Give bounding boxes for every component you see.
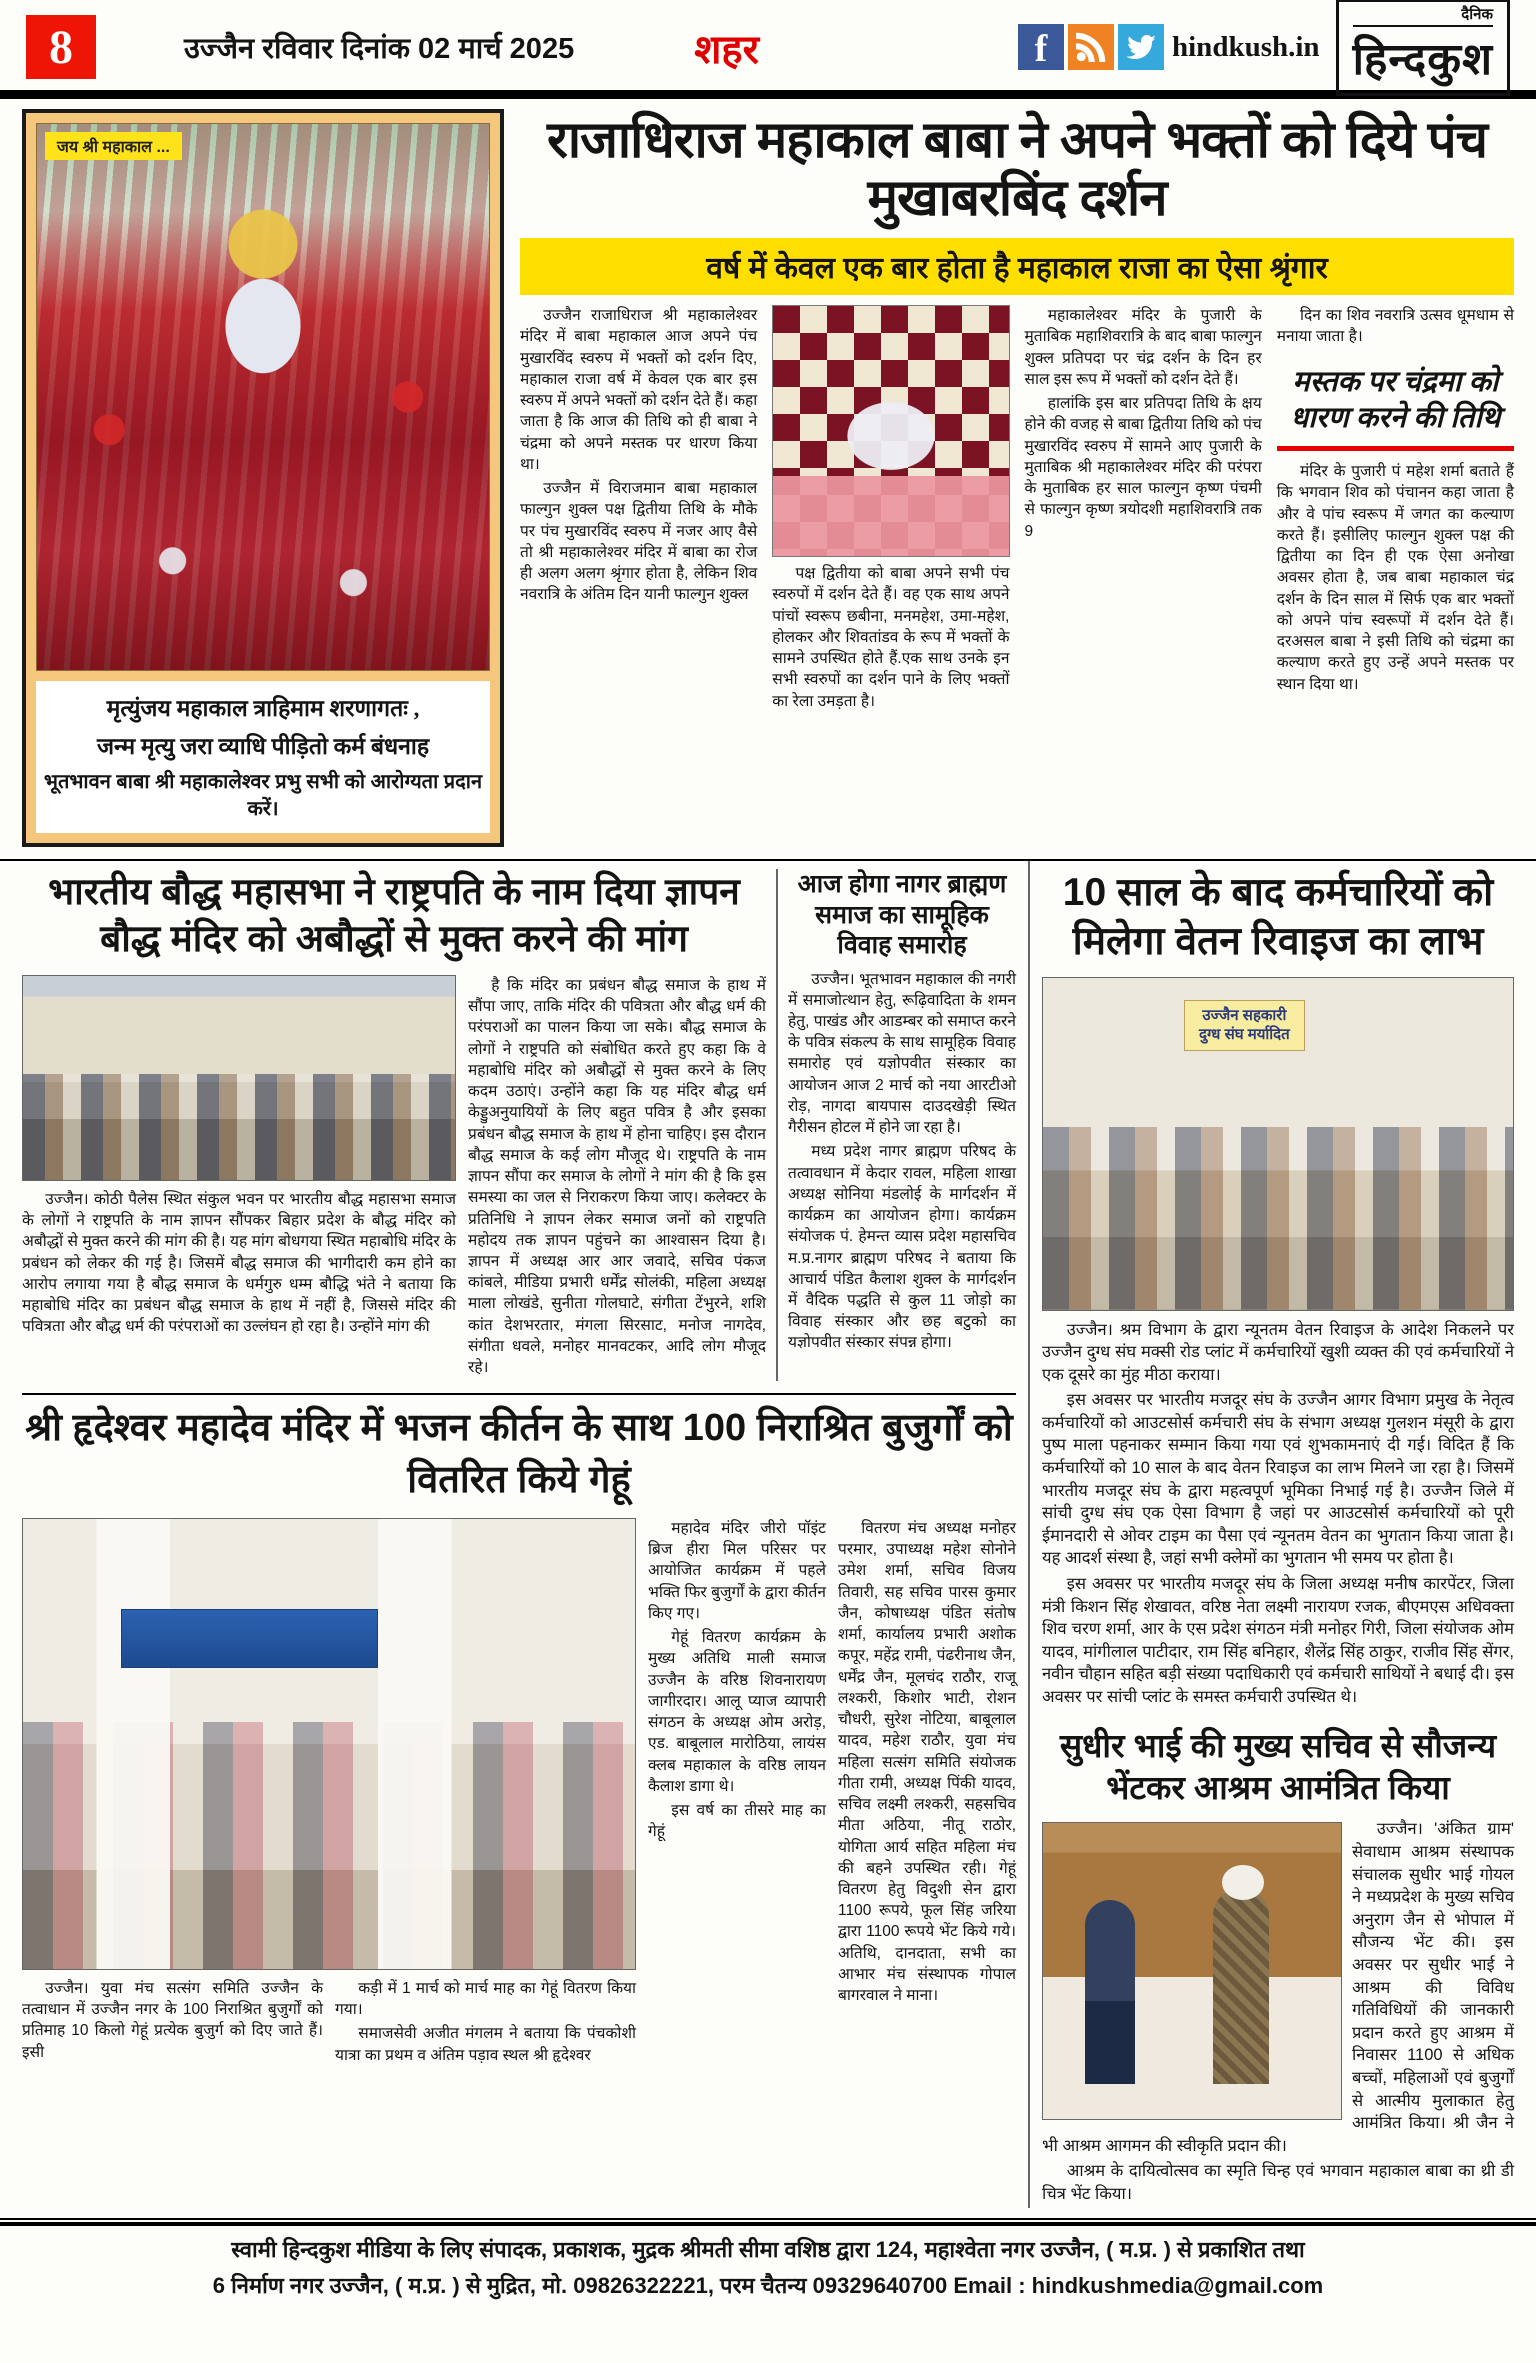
official-figure bbox=[1085, 1900, 1136, 2084]
event-banner-in-photo bbox=[121, 1609, 378, 1668]
salary-article bbox=[1042, 869, 1514, 1709]
masthead-title: हिन्दकुश bbox=[1352, 34, 1493, 84]
deity-photo-frame bbox=[22, 109, 504, 847]
footer-rule bbox=[0, 2218, 1536, 2226]
body-paragraph: उज्जैन। कोठी पैलेस स्थित संकुल भवन पर भारतीय बौद्ध महासभा समाज के लोगों ने राष्ट्रपति के नाम ज्ञापन सौंपकर बिहार प्रदेश के बौद्ध मंदिर को अबौद्धों से मुक्त करने की मांग की है। यह मांग बोधगया स्थित महाबोधि मंदिर के प्रबंधन को लेकर की गई है। जिसमें बौद्ध समाज की भागीदारी कम होने का आरोप लगाया गया है बौद्ध समाज के धर्मगुरु धम्म बौद्धि भंते ने बताया कि महाबोधि मंदिर का प्रबंधन बौद्ध समाज के हाथ में नहीं है, जिससे मंदिर की पवित्रता और बौद्ध धर्म की परंपराओं का उल्लंघन हो रहा है। उन्होंने मांग की bbox=[22, 1190, 456, 1336]
rss-glyph bbox=[1073, 29, 1109, 65]
body-paragraph: समाजसेवी अजीत मंगलम ने बताया कि पंचकोशी यात्रा का प्रथम व अंतिम पड़ाव स्थल श्री हृदेश्वर bbox=[335, 2025, 636, 2064]
wedding-article bbox=[776, 869, 1016, 1381]
website-url[interactable]: hindkush.in bbox=[1172, 30, 1320, 63]
ashram-article bbox=[1042, 1725, 1514, 2209]
main-column-4 bbox=[1277, 305, 1514, 715]
turban-detail bbox=[1222, 1865, 1264, 1901]
wedding-body bbox=[788, 969, 1016, 1354]
imprint-footer bbox=[0, 2226, 1536, 2310]
sidebar-subheadline: मस्तक पर चंद्रमा को धारण करने की तिथि bbox=[1277, 358, 1514, 452]
lower-left-top-row bbox=[22, 869, 1016, 1381]
founder-figure bbox=[1213, 1888, 1270, 2083]
wheat-side-column-1 bbox=[648, 1518, 826, 2069]
body-paragraph: उज्जैन। युवा मंच सत्संग समिति उज्जैन के तत्वाधान में उज्जैन नगर के 100 निराश्रित बुजुर्गों को प्रतिमाह 10 किलो गेहूं प्रत्येक बुजुर्ग को दिए जाते हैं। इसी bbox=[22, 1980, 323, 2061]
wheat-below-column-2 bbox=[335, 1978, 636, 2069]
body-paragraph: दिन का शिव नवरात्रि उत्सव धूमधाम से मनाया जाता है। bbox=[1276, 307, 1514, 346]
buddhist-body bbox=[22, 975, 766, 1381]
temple-shrine-photo bbox=[772, 305, 1009, 557]
page-number-box bbox=[26, 15, 96, 79]
wheat-side-column-2 bbox=[838, 1518, 1016, 2069]
salary-headline: 10 साल के बाद कर्मचारियों को मिलेगा वेतन रिवाइज का लाभ bbox=[1062, 871, 1494, 963]
body-paragraph: आश्रम के दायित्वोत्सव का स्मृति चिन्ह एवं भगवान महाकाल बाबा का थ्री डी चित्र भेंट किया। bbox=[1042, 2162, 1514, 2203]
body-paragraph: मध्य प्रदेश नागर ब्राह्मण परिषद के तत्वावधान में केदार रावल, महिला शाखा अध्यक्ष सोनिया मंडलोई के मार्गदर्शन में कार्यक्रम का आयोजन होगा। कार्यक्रम संयोजक पं. हेमन्त व्यास प्रदेश महासचिव म.प्र.नागर ब्राह्मण परिषद ने बताया कि आचार्य पंडित कैलाश शुक्ल के मार्गदर्शन में वैदिक पद्धति से कुल 11 जोड़ो का विवाह संस्कार और छह बटुको का यज्ञोपवीत संस्कार संपन्न होगा। bbox=[788, 1143, 1016, 1352]
ashram-body bbox=[1042, 1818, 1514, 2208]
masthead-logo bbox=[1336, 0, 1510, 96]
body-paragraph: पक्ष द्वितीया को बाबा अपने सभी पंच स्वरुपों में दर्शन देते हैं। वह एक साथ अपने पांचों स्वरूप छबीना, मनमहेश, उमा-महेश, होलकर और शिवतांडव के रूप में भक्तों के सामने उपस्थित होते हैं.एक साथ उनके इन सभी स्वरुपों का दर्शन पाने के लिए भक्तों का रेला उमड़ता है। bbox=[772, 565, 1010, 710]
dairy-plant-photo bbox=[1042, 977, 1514, 1311]
body-paragraph: इस अवसर पर भारतीय मजदूर संघ के उज्जैन आगर विभाग प्रमुख के नेतृत्व कर्मचारियों को आउटसोर्स कर्मचारी संघ के संभाग अध्यक्ष गुलशन मंसूरी के द्वारा पुष्प माला पहनाकर सम्मान किया गया एवं शुभकामनाएं दी गई। विदित हैं कि कर्मचारियों को 10 साल के बाद वेतन रिवाइज का लाभ मिलने जा रहा है। जिसमें भारतीय मजदूर संघ के द्वारा महत्वपूर्ण भूमिका निभाई गई है। उज्जैन जिले में सांची दुग्ध संघ एक ऐसा विभाग है जहां पर आउटसोर्स कर्मचारियों को पूरी ईमानदारी से ओवर टाइम का पैसा एवं न्यूनतम वेतन का भुगतान किया जाता है। यह आदर्श संस्था है, जहां सभी क्लेमों का भुगतान भी समय पर होता है। bbox=[1042, 1391, 1514, 1568]
main-column-1 bbox=[520, 305, 757, 715]
social-icons bbox=[1018, 24, 1164, 70]
rss-icon[interactable] bbox=[1068, 24, 1114, 70]
section-label: शहर bbox=[694, 27, 760, 72]
header-rule bbox=[0, 90, 1536, 99]
body-paragraph: है कि मंदिर का प्रबंधन बौद्ध समाज के हाथ में सौंपा जाए, ताकि मंदिर की पवित्रता और बौद्ध धर्म की परंपराओं का पालन किया जा सके। बौद्ध समाज के लोगों ने राष्ट्रपति को संबोधित करते हुए कहा कि वे महाबोधि मंदिर को अबौद्धों से मुक्त करने के लिए कदम उठाएं। उन्होंने कहा कि यह मंदिर बौद्ध धर्म केड्डुअनुयायियों के लिए बहुत पवित्र है और इसका प्रबंधन बौद्ध समाज के हाथ में होना चाहिए। इस दौरान बौद्ध समाज के कई लोग मौजूद थे। राष्ट्रपति के नाम ज्ञापन सौंपा कर समाज के लोगों ने मांग की है कि इस समस्या का जल से निराकरण किया जाए। कलेक्टर के प्रतिनिधि ने ज्ञापन लेकर समाज जनों को राष्ट्रपति महोदय तक ज्ञापन पहुंचने का आश्वासन दिया है। ज्ञापन में अध्यक्ष आर आर जवादे, सचिव पंकज कांबले, मीडिया प्रभारी धर्मेंद्र सोलंकी, महिला अध्यक्ष माला लोखंडे, सुनीता गोलघाटे, संगीता टेंभुरने, शशि कांत देशभरतार, मंगला सिरसाट, मनोज नागदेव, संगीता धवले, मनोहर मानवटकर, आदि लोग मौजूद रहे। bbox=[468, 976, 766, 1377]
wedding-headline: आज होगा नागर ब्राह्मण समाज का सामूहिक विवाह समारोह bbox=[797, 870, 1007, 959]
deity-photo bbox=[36, 123, 490, 671]
facebook-icon[interactable] bbox=[1018, 24, 1064, 70]
buddhist-left-column bbox=[22, 975, 456, 1381]
lower-left-region bbox=[22, 861, 1028, 2208]
twitter-bird-glyph bbox=[1123, 29, 1159, 65]
wheat-below-photo-text bbox=[22, 1978, 636, 2069]
dateline: उज्जैन रविवार दिनांक 02 मार्च 2025 bbox=[184, 32, 575, 65]
ashram-headline: सुधीर भाई की मुख्य सचिव से सौजन्य भेंटकर आश्रम आमंत्रित किया bbox=[1059, 1726, 1497, 1807]
main-subhead-banner: वर्ष में केवल एक बार होता है महाकाल राजा का ऐसा श्रृंगार bbox=[520, 238, 1514, 295]
masthead-tagline: दैनिक bbox=[1353, 4, 1493, 27]
imprint-line: स्वामी हिन्दकुश मीडिया के लिए संपादक, प्रकाशक, मुद्रक श्रीमती सीमा वशिष्ठ द्वारा 124, महाश्वेता नगर उज्जैन, ( म.प्र. ) से प्रकाशित तथा bbox=[231, 2237, 1305, 2263]
body-paragraph: कड़ी में 1 मार्च को मार्च माह का गेहूं वितरण किया गया। bbox=[335, 1980, 636, 2019]
main-headline: राजाधिराज महाकाल बाबा ने अपने भक्तों को दिये पंच मुखाबरबिंद दर्शन bbox=[547, 111, 1487, 226]
wheat-headline: श्री हृदेश्वर महादेव मंदिर में भजन कीर्तन के साथ 100 निराश्रित बुजुर्गों को वितरित किये गेहूं bbox=[25, 1407, 1013, 1501]
deity-photo-caption bbox=[36, 681, 490, 833]
ashram-meeting-photo bbox=[1042, 1822, 1342, 2120]
twitter-icon[interactable] bbox=[1118, 24, 1164, 70]
page-number: 8 bbox=[49, 20, 73, 74]
wheat-body bbox=[22, 1518, 1016, 2069]
sign-line: दुग्ध संघ मर्यादित bbox=[1199, 1026, 1290, 1043]
page-header bbox=[0, 0, 1536, 88]
wheat-article bbox=[22, 1393, 1016, 2069]
buddhist-left-text bbox=[22, 1189, 456, 1338]
main-column-2 bbox=[772, 305, 1009, 715]
sign-line: उज्जैन सहकारी bbox=[1202, 1006, 1287, 1024]
deity-photo-tag: जय श्री महाकाल ... bbox=[45, 132, 182, 160]
imprint-line: 6 निर्माण नगर उज्जैन, ( म.प्र. ) से मुद्रित, मो. 09826322221, परम चैतन्य 09329640700 Email : hindkushmedia@gmail.com bbox=[212, 2273, 1324, 2299]
caption-line: जन्म मृत्यु जरा व्याधि पीड़ितो कर्म बंधनाह bbox=[96, 734, 430, 759]
wheat-photo-column bbox=[22, 1518, 636, 2069]
main-article-content bbox=[520, 109, 1514, 847]
main-article bbox=[0, 99, 1536, 857]
body-paragraph: हालांकि इस बार प्रतिपदा तिथि के क्षय होने की वजह से बाबा द्वितीया तिथि को पंच मुखारविंद स्वरुप में सामने आए पुजारी के मुताबिक श्री महाकालेश्वर मंदिर की परंपरा के मुताबिक हर साल फाल्गुन कृष्ण पंचमी से फाल्गुन कृष्ण त्रयोदशी महाशिवरात्रि तक 9 bbox=[1024, 395, 1262, 540]
wheat-distribution-photo bbox=[22, 1518, 636, 1970]
wheat-below-column-1 bbox=[22, 1978, 323, 2069]
body-paragraph: इस अवसर पर भारतीय मजदूर संघ के जिला अध्यक्ष मनीष कारपेंटर, जिला मंत्री किशन सिंह शेखावत, वरिष्ठ नेता लक्ष्मी नारायण रजक, बीएमएस अधिवक्ता शिव चरण शर्मा, आर के एस प्रदेश संगठन मंत्री मनोहर गिरी, जिला संयोजक ओम यादव, मांगीलाल पाटीदार, राम सिंह बनिहार, शैलेंद्र सिंह ठाकुर, राजीव सिंह सेंगर, नवीन चौहान सहित बड़ी संख्या पदाधिकारी एवं कर्मचारी साथियों ने बधाई दी। इस अवसर पर सांची प्लांट के समस्त कर्मचारी उपस्थित थे। bbox=[1042, 1575, 1514, 1706]
lower-right-region bbox=[1028, 861, 1514, 2208]
body-paragraph: उज्जैन राजाधिराज श्री महाकालेश्वर मंदिर में बाबा महाकाल आज अपने पंच मुखारविंद स्वरुप में भक्तों को दर्शन दिए, महाकाल राजा वर्ष में केवल एक बार इस स्वरुप में अपने भक्तों को दर्शन देते हैं। कहा जाता है कि आज की तिथि को ही बाबा ने चंद्रमा को अपने मस्तक पर धारण किया था। bbox=[520, 307, 758, 473]
caption-line: भूतभावन बाबा श्री महाकालेश्वर प्रभु सभी को आरोग्यता प्रदान करें। bbox=[43, 771, 483, 820]
buddhist-article bbox=[22, 869, 776, 1381]
lower-region bbox=[0, 859, 1536, 2208]
body-paragraph: उज्जैन। श्रम विभाग के द्वारा न्यूनतम वेतन रिवाइज के आदेश निकलने पर उज्जैन दुग्ध संघ मक्सी रोड प्लांट में कर्मचारियों खुशी व्यक्त की एवं कर्मचारियों ने एक दूसरे का मुंह मीठा कराया। bbox=[1042, 1320, 1514, 1384]
main-column-3 bbox=[1025, 305, 1262, 715]
dairy-plant-signboard bbox=[1184, 1000, 1305, 1051]
buddhist-headline: भारतीय बौद्ध महासभा ने राष्ट्रपति के नाम दिया ज्ञापन बौद्ध मंदिर को अबौद्धों से मुक्त करने की मांग bbox=[48, 871, 740, 959]
main-article-columns bbox=[520, 305, 1514, 715]
body-paragraph: मंदिर के पुजारी पं महेश शर्मा बताते हैं कि भगवान शिव को पंचानन कहा जाता है और वे पांच स्वरूप में जगत का कल्याण करते हैं। इसीलिए फाल्गुन शुक्ल पक्ष की द्वितीया का दिन ही एक ऐसा अनोखा अवसर होता है, जब बाबा महाकाल चंद्र दर्शन के दिन साल में सिर्फ एक बार भक्तों को अपने पांच स्वरूपों में दर्शन देते हैं। दरअसल बाबा ने इसी तिथि को चंद्रमा का कल्याण करते हुए उन्हें अपने मस्तक पर स्थान दिया था। bbox=[1276, 463, 1514, 693]
salary-body bbox=[1042, 1319, 1514, 1709]
body-paragraph: वितरण मंच अध्यक्ष मनोहर परमार, उपाध्यक्ष महेश सोनोने उमेश शर्मा, सचिव विजय तिवारी, सह सचिव पारस कुमार जैन, कोषाध्यक्ष पंडित संतोष शर्मा, कार्यालय प्रभारी अशोक कपूर, महेंद्र रामी, पंढरीनाथ जैन, धर्मेंद्र जैन, मूलचंद राठौर, राजू लश्करी, किशोर भाटी, रोशन चौधरी, सुरेश नोटिया, बाबूलाल यादव, महेश राठौर, युवा मंच महिला सत्संग समिति संयोजक गीता रामी, अध्यक्ष पिंकी यादव, सचिव लक्ष्मी लश्करी, सहसचिव मीता अठिया, नीतू राठोर, योगिता आर्य सहित महिला मंच की बहने उपस्थित रही। गेहूं वितरण हेतु विदुशी सेन द्वारा 1100 रूपये, फूल सिंह जरिया द्वारा 1100 रूपये भेंट किये गये। अतिथि, दानदाता, सभी का आभार मंच संस्थापक गोपाल बागरवाल ने माना। bbox=[838, 1520, 1016, 2005]
body-paragraph: गेहूं वितरण कार्यक्रम के मुख्य अतिथि माली समाज उज्जैन के वरिष्ठ शिवनारायण जागीरदार। आलू प्याज व्यापारी संगठन के अध्यक्ष ओम अरोड़, एड. बाबूलाल मारोठिया, लायंस क्लब महाकाल के वरिष्ठ लायन कैलाश डागा थे। bbox=[648, 1629, 826, 1795]
body-paragraph: इस वर्ष का तीसरे माह का गेहूं bbox=[648, 1802, 826, 1841]
buddhist-right-column bbox=[468, 975, 766, 1381]
caption-line: मृत्युंजय महाकाल त्राहिमाम शरणागतः , bbox=[106, 696, 420, 721]
body-paragraph: उज्जैन। 'अंकित ग्राम' सेवाधाम आश्रम संस्थापक संचालक सुधीर भाई गोयल ने मध्यप्रदेश के मुख्य सचिव अनुराग जैन से भोपाल में सौजन्य भेंट की। इस अवसर पर सुधीर भाई ने आश्रम की विविध गतिविधियों की जानकारी प्रदान करते हुए आश्रम में निवासर 1100 से अधिक बच्चों, महिलाओं एवं बुजुर्गों से आत्मीय मुलाकात हेतु आमंत्रित किया। श्री जैन ने भी आश्रम आगमन की स्वीकृति प्रदान की। bbox=[1042, 1820, 1514, 2155]
body-paragraph: महादेव मंदिर जीरो पॉइंट ब्रिज हीरा मिल परिसर पर आयोजित कार्यक्रम में पहले भक्ति फिर बुजुर्गों के द्वारा कीर्तन किए गए। bbox=[648, 1520, 826, 1622]
body-paragraph: उज्जैन में विराजमान बाबा महाकाल फाल्गुन शुक्ल पक्ष द्वितीया तिथि के मौके पर पंच मुखारविंद स्वरुप में नजर आए वैसे तो श्री महाकालेश्वर मंदिर में बाबा का रोज ही अलग अलग श्रृंगार होता है, लेकिन शिव नवरात्रि के अंतिम दिन यानी फाल्गुन शुक्ल bbox=[520, 480, 758, 604]
facebook-glyph: f bbox=[1034, 28, 1048, 71]
body-paragraph: महाकालेश्वर मंदिर के पुजारी के मुताबिक महाशिवरात्रि के बाद बाबा फाल्गुन शुक्ल प्रतिपदा पर चंद्र दर्शन के दिन हर साल इस रूप में भक्तों को दर्शन देते हैं। bbox=[1024, 307, 1262, 388]
body-paragraph: उज्जैन। भूतभावन महाकाल की नगरी में समाजोत्थान हेतु, रूढ़िवादिता के शमन हेतु, पाखंड और आडम्बर को समाप्त करने के पवित्र संकल्प के साथ सामूहिक विवाह समारोह एवं यज्ञोपवीत संस्कार का आयोजन आज 2 मार्च को नया आरटीओ रोड़, नागदा बायपास दाउदखेड़ी स्थित गैरीसन होटल में होने जा रहा है। bbox=[788, 970, 1016, 1137]
buddhist-group-photo bbox=[22, 975, 456, 1181]
